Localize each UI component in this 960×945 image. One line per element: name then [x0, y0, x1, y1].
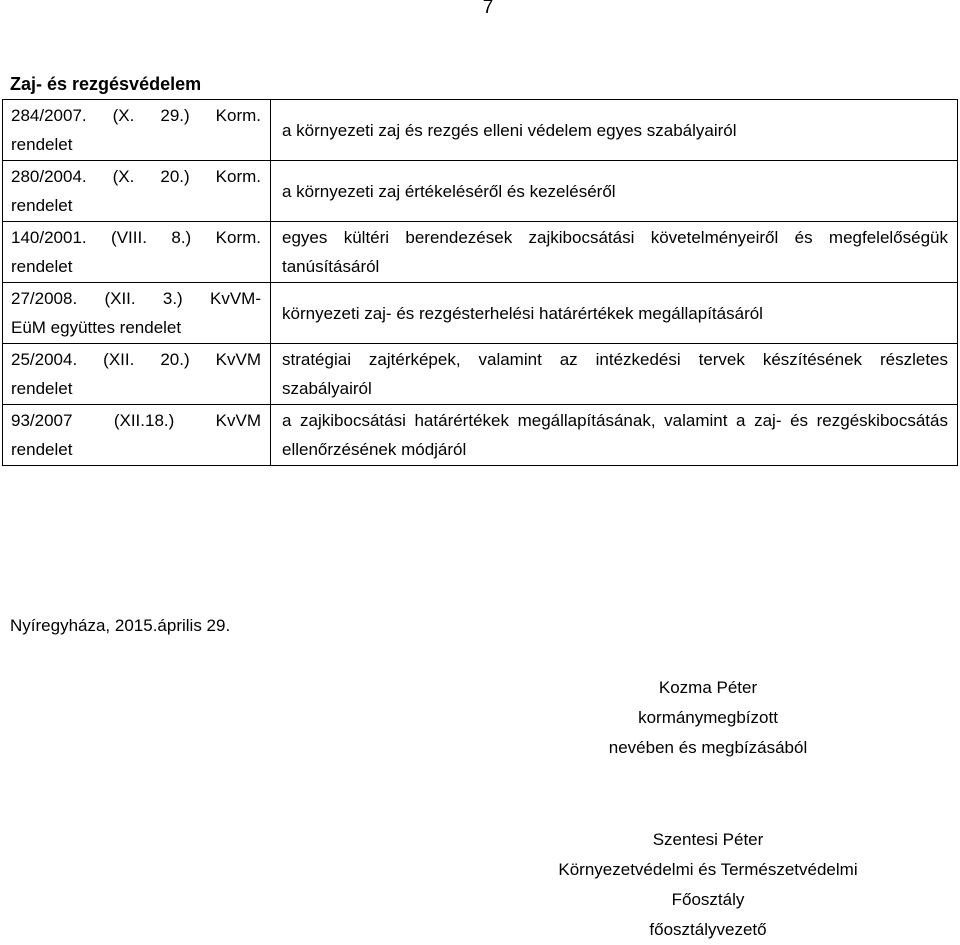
reference-line: 25/2004. (XII. 20.) KvVM: [11, 350, 261, 369]
reference-line: EüM együttes rendelet: [11, 318, 182, 337]
signatory-title: kormánymegbízott: [638, 708, 778, 727]
regulation-description: környezeti zaj- és rezgésterhelési határértékek megállapításáról: [271, 283, 958, 344]
reference-line: rendelet: [11, 196, 73, 215]
signature-block-head: [430, 825, 960, 945]
signatory-name: Kozma Péter: [658, 678, 758, 697]
regulation-reference: [3, 283, 271, 344]
reference-line: 93/2007 (XII.18.) KvVM: [11, 411, 261, 430]
regulation-reference: [3, 405, 271, 466]
signature-block-governor: [430, 673, 960, 763]
place-and-date: Nyíregyháza, 2015.április 29.: [10, 616, 231, 635]
regulation-description: a környezeti zaj értékeléséről és kezeléséről: [271, 161, 958, 222]
reference-line: rendelet: [11, 379, 73, 398]
table-row: [3, 161, 958, 222]
page-number: 7: [482, 0, 494, 18]
regulation-reference: [3, 344, 271, 405]
reference-line: 280/2004. (X. 20.) Korm.: [11, 167, 261, 186]
regulation-reference: [3, 161, 271, 222]
regulation-description: a zajkibocsátási határértékek megállapításának, valamint a zaj- és rezgéskibocsátás ellenőrzésének módjáról: [271, 405, 958, 466]
reference-line: rendelet: [11, 257, 73, 276]
table-row: [3, 222, 958, 283]
table-row: [3, 283, 958, 344]
reference-line: 27/2008. (XII. 3.) KvVM-: [11, 289, 261, 308]
signatory-department: Környezetvédelmi és Természetvédelmi: [558, 860, 858, 879]
signatory-title: főosztályvezető: [649, 920, 767, 939]
section-title: Zaj- és rezgésvédelem: [10, 74, 202, 94]
regulation-description: egyes kültéri berendezések zajkibocsátási követelményeiről és megfelelőségük tanúsításáról: [271, 222, 958, 283]
signatory-capacity: nevében és megbízásából: [608, 738, 808, 757]
reference-line: 140/2001. (VIII. 8.) Korm.: [11, 228, 261, 247]
regulation-description: stratégiai zajtérképek, valamint az intézkedési tervek készítésének részletes szabályairól: [271, 344, 958, 405]
regulation-description: a környezeti zaj és rezgés elleni védelem egyes szabályairól: [271, 100, 958, 161]
reference-line: 284/2007. (X. 29.) Korm.: [11, 106, 261, 125]
table-row: [3, 405, 958, 466]
legislation-table: [2, 99, 958, 466]
table-row: [3, 100, 958, 161]
regulation-reference: [3, 100, 271, 161]
reference-line: rendelet: [11, 440, 73, 459]
signatory-unit: Főosztály: [671, 890, 745, 909]
reference-line: rendelet: [11, 135, 73, 154]
signatory-name: Szentesi Péter: [652, 830, 764, 849]
regulation-reference: [3, 222, 271, 283]
table-row: [3, 344, 958, 405]
